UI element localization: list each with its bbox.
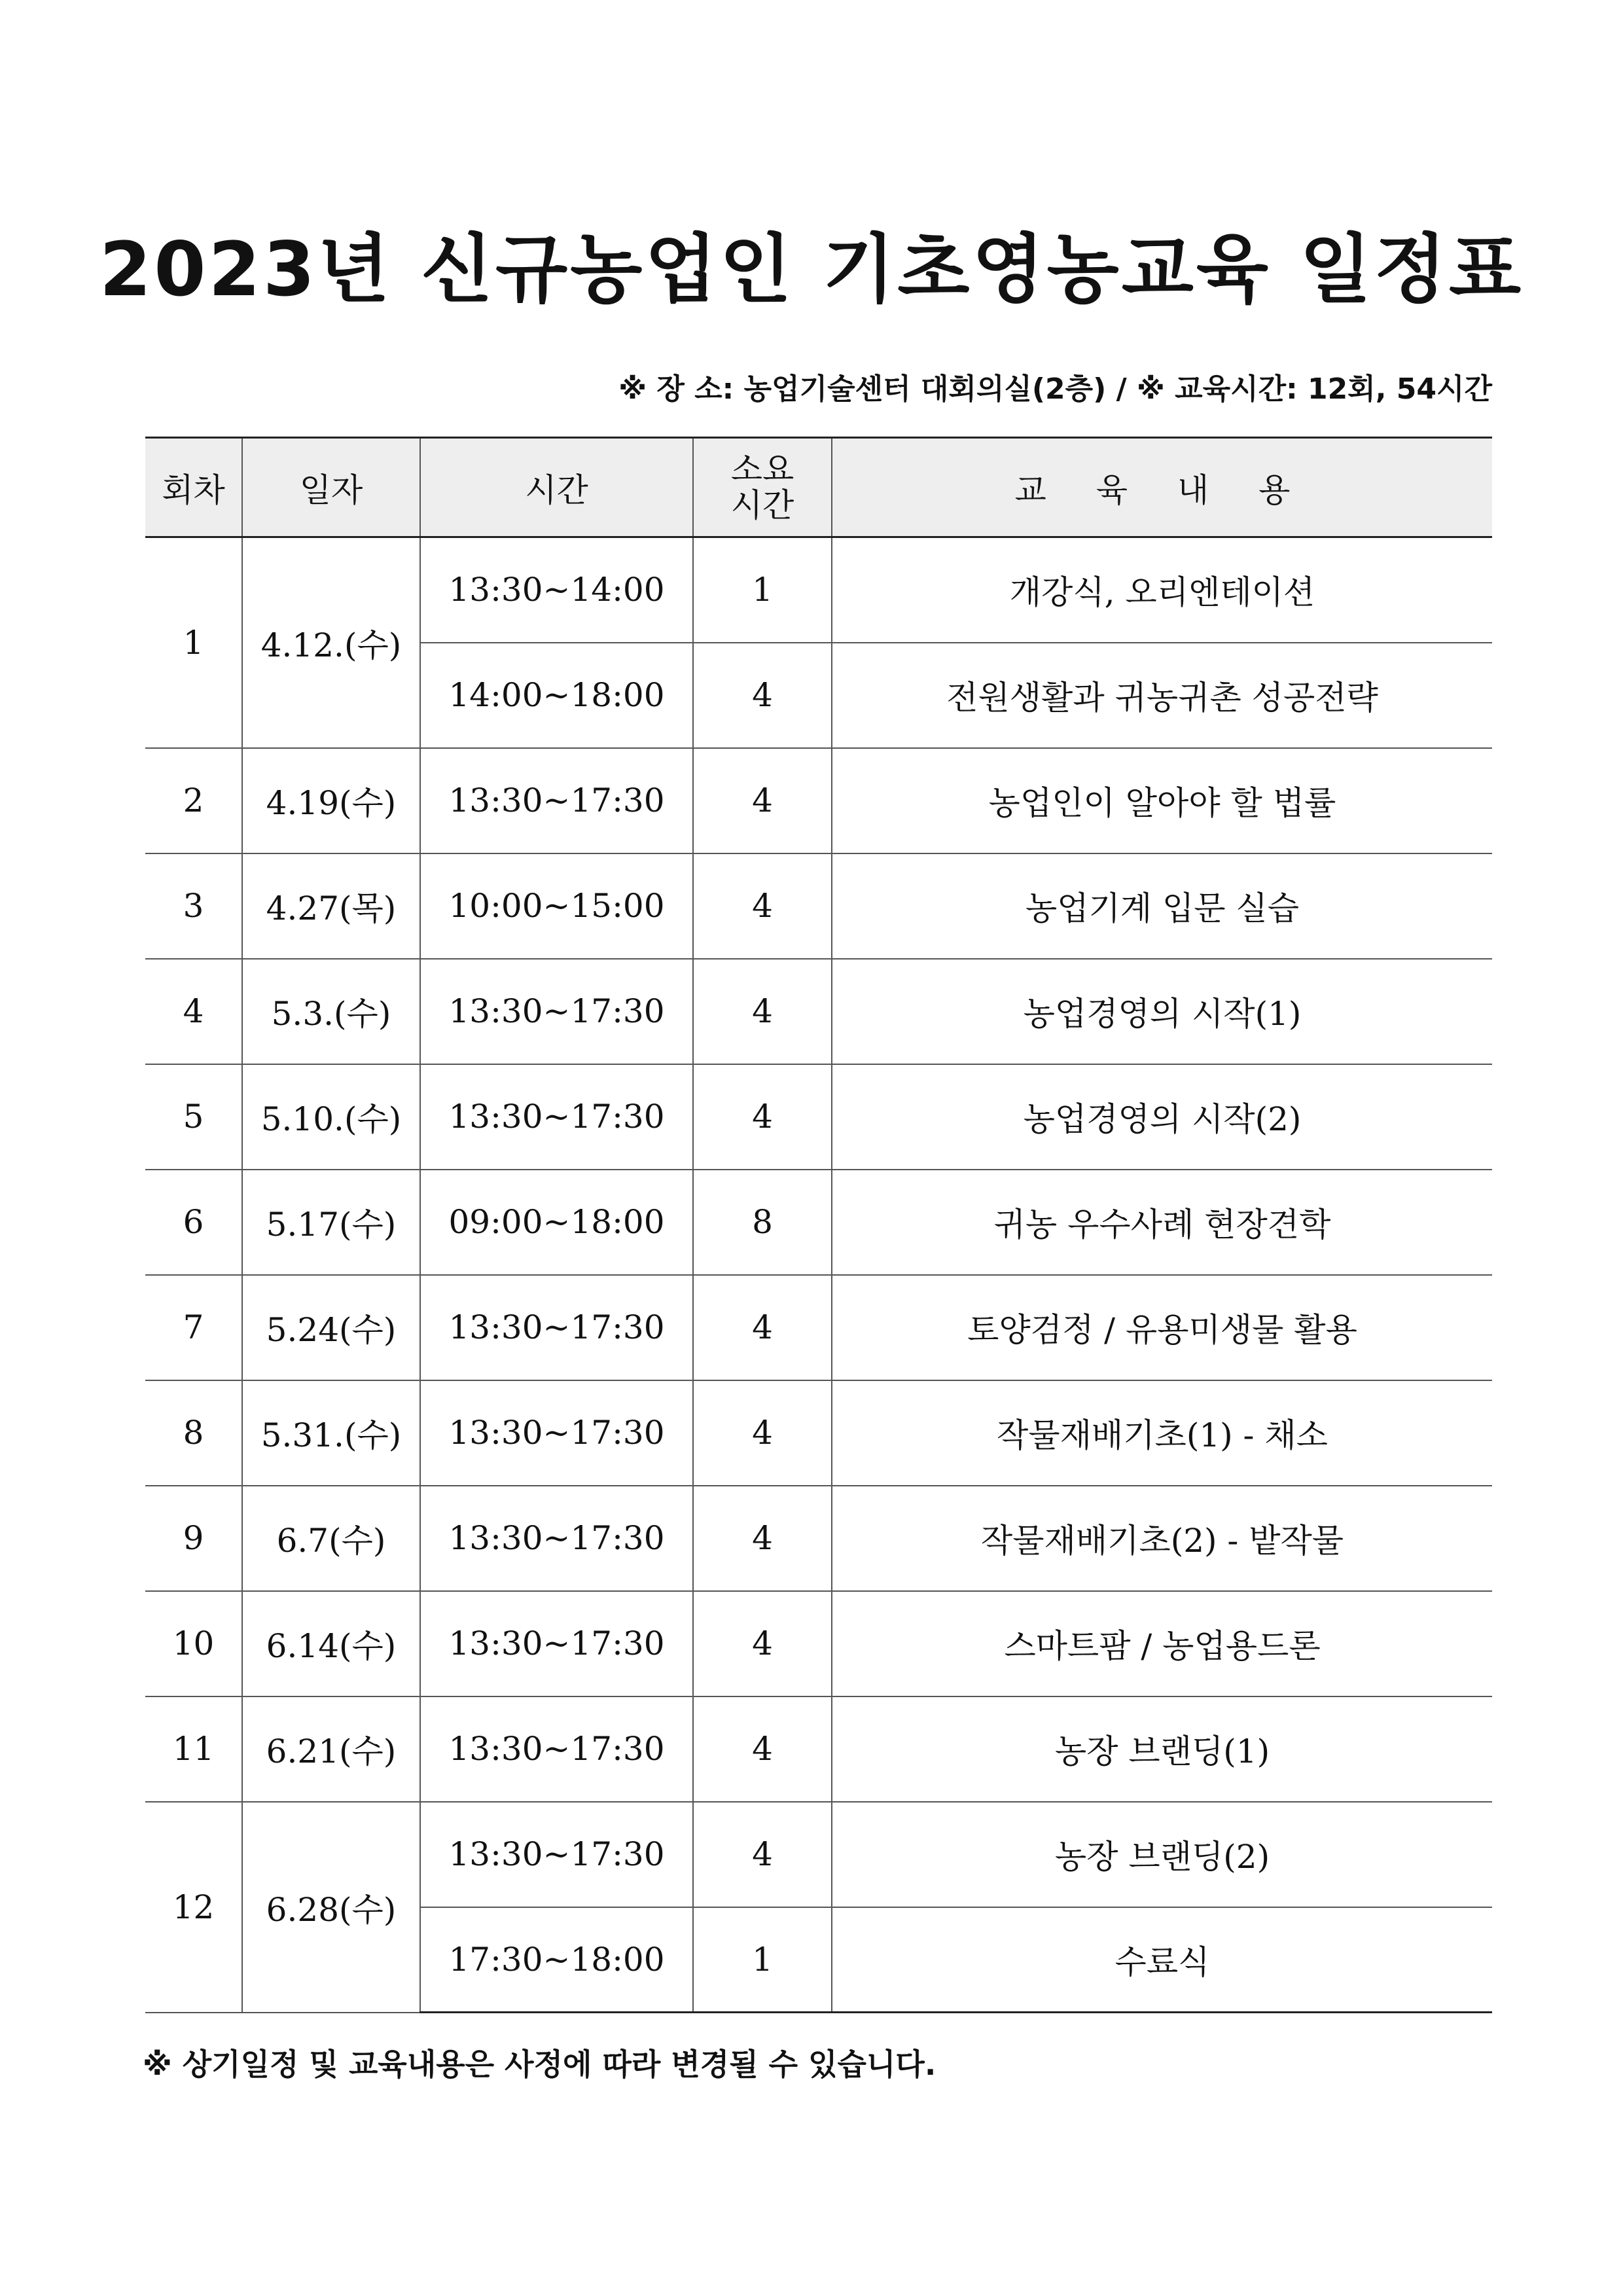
cell-session: 12 — [145, 1802, 242, 2013]
cell-time: 13:30~17:30 — [420, 748, 693, 853]
cell-time: 09:00~18:00 — [420, 1170, 693, 1275]
cell-date: 6.21(수) — [242, 1696, 420, 1802]
cell-content: 수료식 — [832, 1907, 1492, 2013]
cell-time: 13:30~17:30 — [420, 1802, 693, 1907]
cell-hours: 4 — [693, 1591, 832, 1696]
footer-note: ※ 상기일정 및 교육내용은 사정에 따라 변경될 수 있습니다. — [143, 2047, 936, 2082]
cell-session: 2 — [145, 748, 242, 853]
cell-session: 5 — [145, 1064, 242, 1170]
cell-date: 4.12.(수) — [242, 537, 420, 748]
cell-hours: 4 — [693, 1275, 832, 1380]
cell-content: 개강식, 오리엔테이션 — [832, 537, 1492, 643]
cell-content: 농장 브랜딩(1) — [832, 1696, 1492, 1802]
cell-content: 농업기계 입문 실습 — [832, 853, 1492, 959]
cell-date: 4.27(목) — [242, 853, 420, 959]
cell-hours: 1 — [693, 537, 832, 643]
cell-date: 6.7(수) — [242, 1486, 420, 1591]
cell-time: 13:30~17:30 — [420, 1591, 693, 1696]
table-row — [145, 853, 1492, 959]
cell-session: 11 — [145, 1696, 242, 1802]
cell-time: 14:00~18:00 — [420, 643, 693, 748]
cell-date: 4.19(수) — [242, 748, 420, 853]
table-row — [145, 537, 1492, 643]
header-date: 일자 — [242, 438, 420, 537]
table-row — [145, 1802, 1492, 1907]
cell-hours: 1 — [693, 1907, 832, 2013]
location-and-hours-info: ※ 장 소: 농업기술센터 대회의실(2층) / ※ 교육시간: 12회, 54시간 — [618, 372, 1492, 406]
cell-session: 4 — [145, 959, 242, 1064]
cell-content: 전원생활과 귀농귀촌 성공전략 — [832, 643, 1492, 748]
cell-content: 작물재배기초(1) - 채소 — [832, 1380, 1492, 1486]
cell-time: 13:30~17:30 — [420, 1486, 693, 1591]
cell-time: 13:30~17:30 — [420, 959, 693, 1064]
cell-content: 농업경영의 시작(1) — [832, 959, 1492, 1064]
cell-time: 13:30~17:30 — [420, 1275, 693, 1380]
cell-session: 7 — [145, 1275, 242, 1380]
header-hours-bottom: 시간 — [730, 486, 794, 524]
cell-time: 13:30~17:30 — [420, 1380, 693, 1486]
cell-session: 10 — [145, 1591, 242, 1696]
cell-time: 17:30~18:00 — [420, 1907, 693, 2013]
cell-date: 5.10.(수) — [242, 1064, 420, 1170]
cell-hours: 4 — [693, 748, 832, 853]
page-title: 2023년 신규농업인 기초영농교육 일정표 — [99, 226, 1524, 313]
cell-hours: 4 — [693, 1802, 832, 1907]
cell-date: 5.3.(수) — [242, 959, 420, 1064]
cell-session: 3 — [145, 853, 242, 959]
cell-session: 6 — [145, 1170, 242, 1275]
cell-hours: 4 — [693, 1380, 832, 1486]
table-row — [145, 959, 1492, 1064]
cell-hours: 4 — [693, 853, 832, 959]
schedule-table — [145, 437, 1492, 2013]
cell-content: 토양검정 / 유용미생물 활용 — [832, 1275, 1492, 1380]
cell-content: 농업인이 알아야 할 법률 — [832, 748, 1492, 853]
table-header-row — [145, 438, 1492, 537]
header-content: 교 육 내 용 — [832, 438, 1492, 537]
table-row — [145, 1170, 1492, 1275]
cell-date: 5.31.(수) — [242, 1380, 420, 1486]
cell-session: 8 — [145, 1380, 242, 1486]
table-row — [145, 1486, 1492, 1591]
cell-content: 스마트팜 / 농업용드론 — [832, 1591, 1492, 1696]
cell-date: 6.28(수) — [242, 1802, 420, 2013]
cell-hours: 4 — [693, 1064, 832, 1170]
cell-date: 5.17(수) — [242, 1170, 420, 1275]
cell-hours: 4 — [693, 959, 832, 1064]
cell-date: 6.14(수) — [242, 1591, 420, 1696]
table-row — [145, 1696, 1492, 1802]
cell-content: 귀농 우수사례 현장견학 — [832, 1170, 1492, 1275]
cell-time: 10:00~15:00 — [420, 853, 693, 959]
cell-content: 작물재배기초(2) - 밭작물 — [832, 1486, 1492, 1591]
cell-time: 13:30~17:30 — [420, 1696, 693, 1802]
cell-session: 9 — [145, 1486, 242, 1591]
cell-time: 13:30~14:00 — [420, 537, 693, 643]
header-hours — [693, 438, 832, 537]
cell-session: 1 — [145, 537, 242, 748]
table-row — [145, 1064, 1492, 1170]
table-row — [145, 748, 1492, 853]
cell-hours: 4 — [693, 1696, 832, 1802]
cell-hours: 8 — [693, 1170, 832, 1275]
cell-time: 13:30~17:30 — [420, 1064, 693, 1170]
cell-date: 5.24(수) — [242, 1275, 420, 1380]
table-row — [145, 1275, 1492, 1380]
header-time: 시간 — [420, 438, 693, 537]
table-row — [145, 1591, 1492, 1696]
header-hours-top: 소요 — [730, 450, 794, 488]
table-row — [145, 1380, 1492, 1486]
header-session: 회차 — [145, 438, 242, 537]
cell-hours: 4 — [693, 643, 832, 748]
cell-hours: 4 — [693, 1486, 832, 1591]
cell-content: 농장 브랜딩(2) — [832, 1802, 1492, 1907]
cell-content: 농업경영의 시작(2) — [832, 1064, 1492, 1170]
